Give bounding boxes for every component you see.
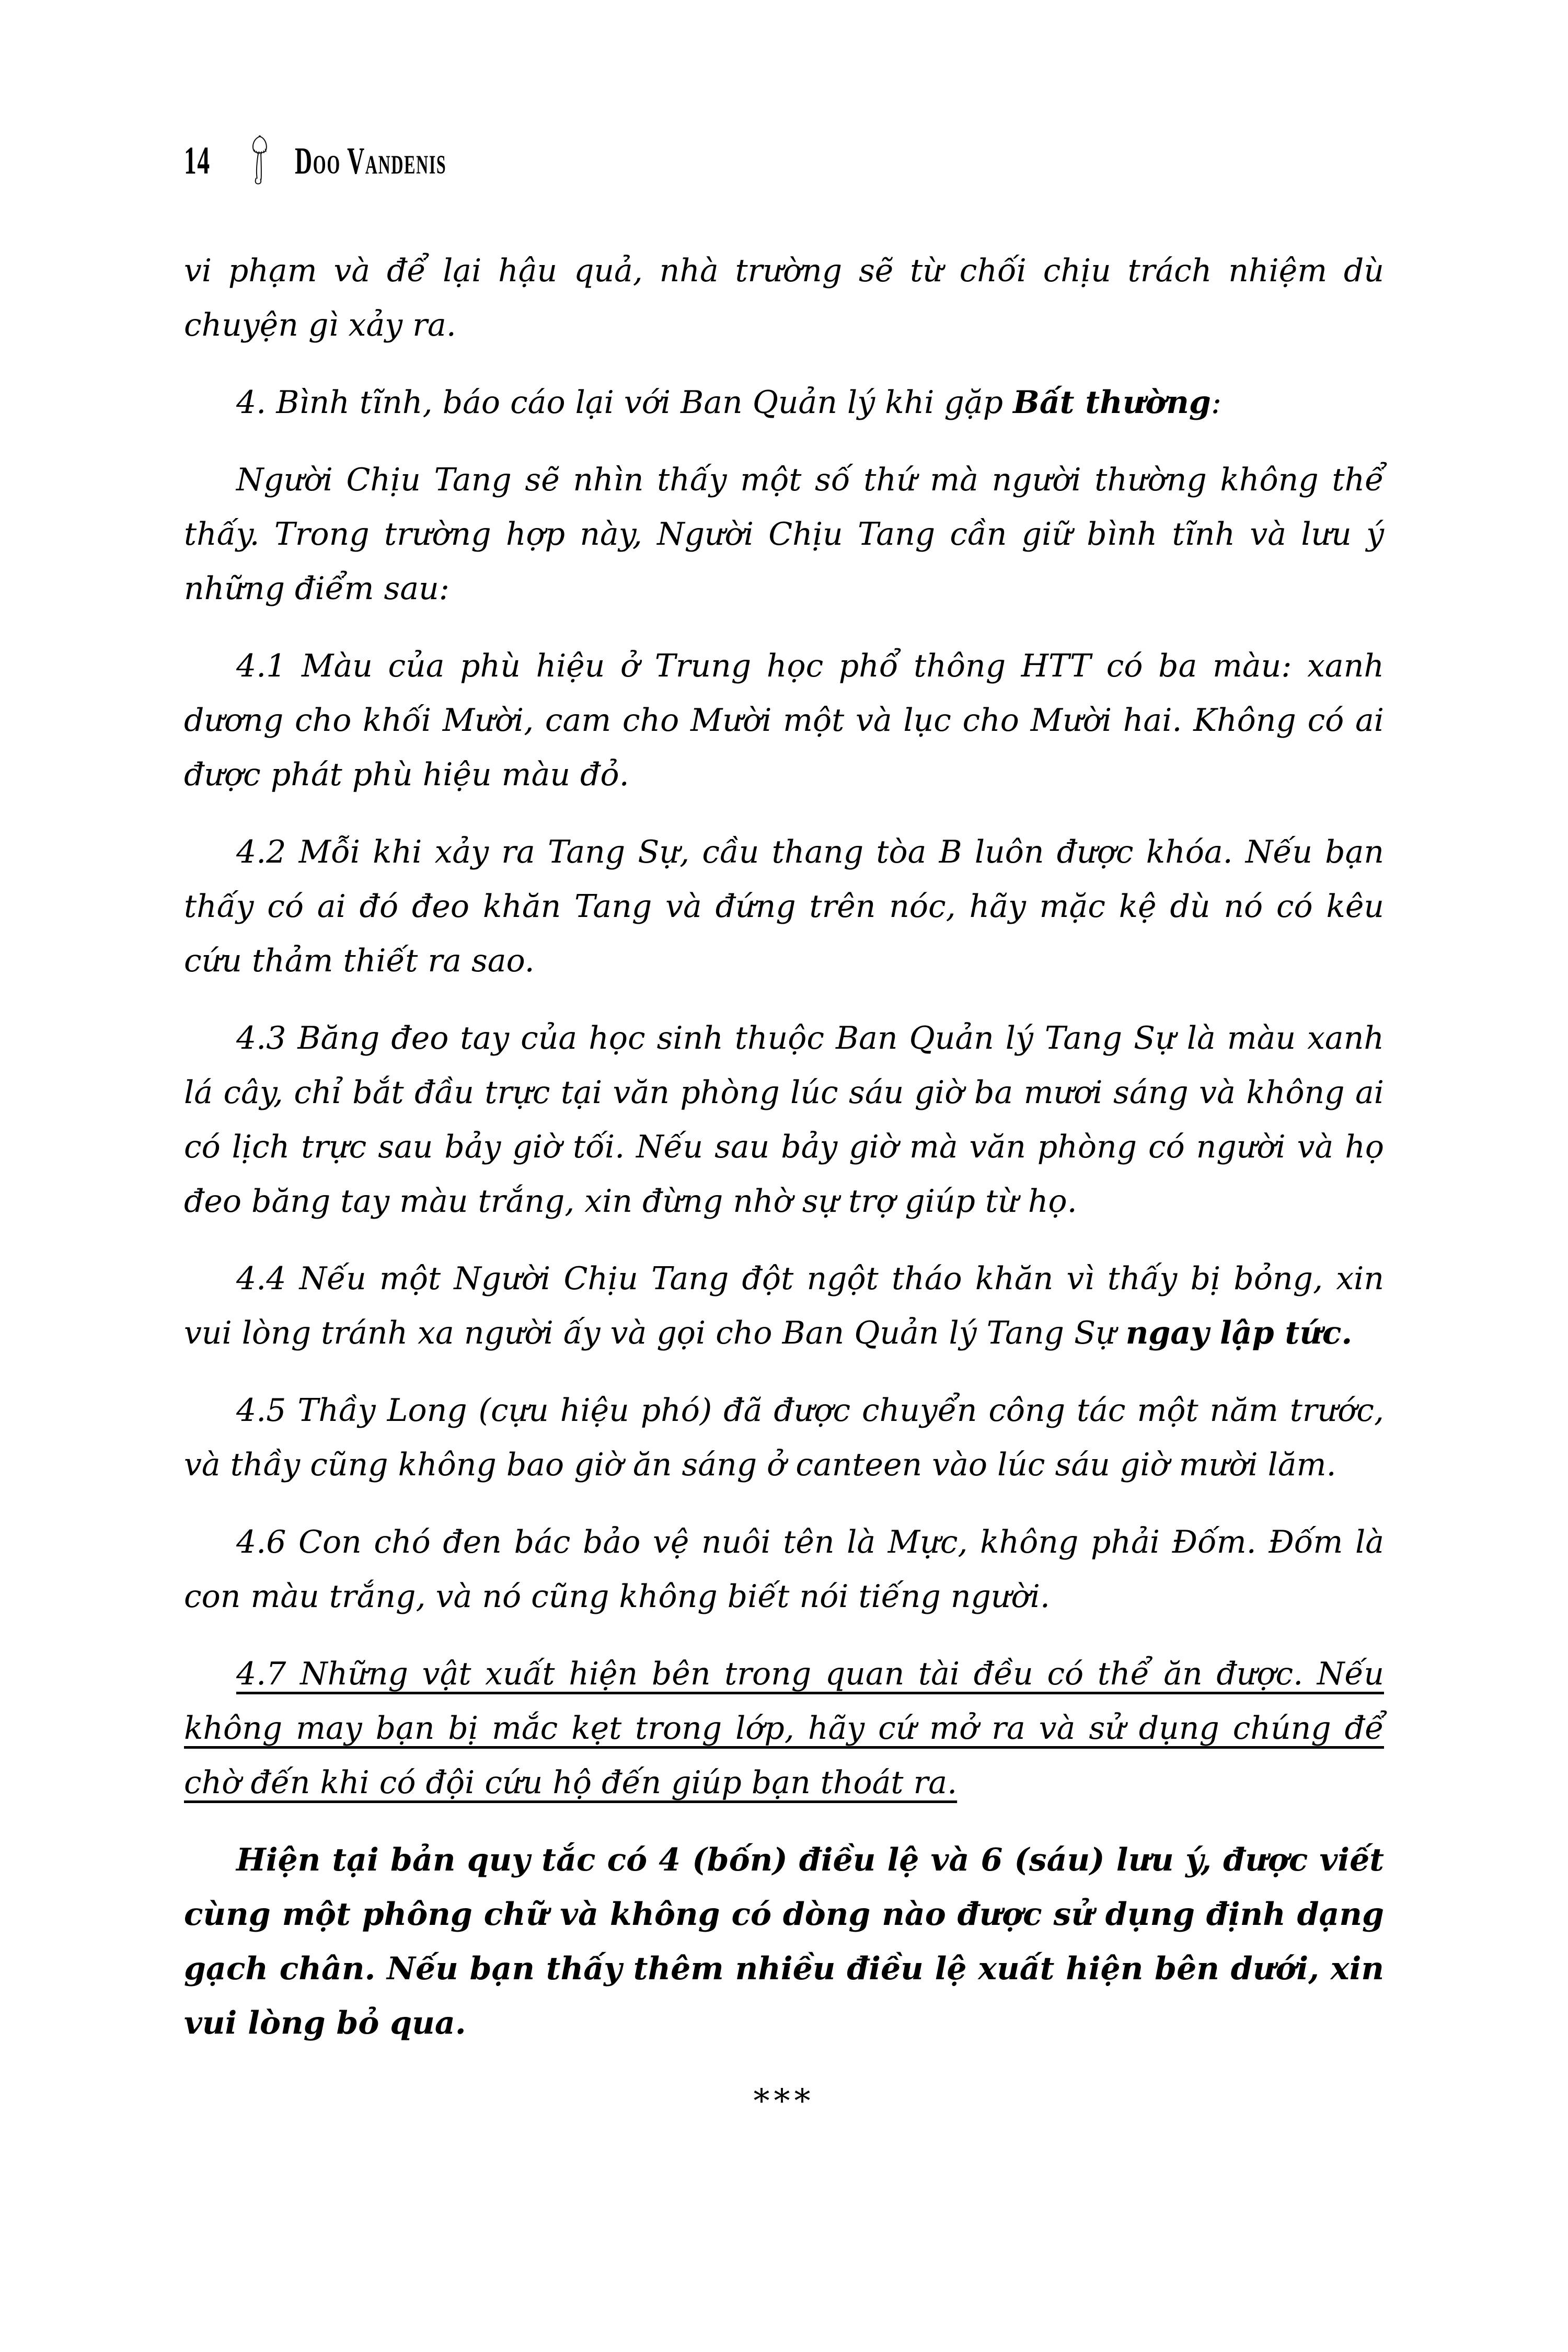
paragraph (184, 1011, 1384, 1229)
paragraph (184, 244, 1384, 352)
text-run: ngay lập tức. (1125, 1315, 1353, 1351)
paragraph (184, 639, 1384, 802)
text-run: vi phạm và để lại hậu quả, nhà trường sẽ từ chối chịu trách nhiệm dù chuyện gì xảy ra. (184, 253, 1384, 343)
text-run: 4.6 Con chó đen bác bảo vệ nuôi tên là Mực, không phải Đốm. Đốm là con màu trắng, và nó cũng không biết nói tiếng người. (184, 1524, 1384, 1615)
paragraph (184, 1383, 1384, 1492)
text-run: Người Chịu Tang sẽ nhìn thấy một số thứ mà người thường không thể thấy. Trong trường hợp này, Người Chịu Tang cần giữ bình tĩnh và lưu ý những điểm sau: (184, 462, 1384, 607)
paragraph (184, 1252, 1384, 1360)
text-run: 4.7 Những vật xuất hiện bên trong quan tài đều có thể ăn được. Nếu không may bạn bị mắc kẹt trong lớp, hãy cứ mở ra và sử dụng chúng để chờ đến khi có đội cứu hộ đến giúp bạn thoát ra. (184, 1656, 1384, 1801)
text-run: 4.2 Mỗi khi xảy ra Tang Sự, cầu thang tòa B luôn được khóa. Nếu bạn thấy có ai đó đeo khăn Tang và đứng trên nóc, hãy mặc kệ dù nó có kêu cứu thảm thiết ra sao. (184, 834, 1384, 979)
text-run: Bất thường (1013, 384, 1211, 421)
mushroom-icon (247, 135, 273, 185)
text-run: : (1210, 384, 1222, 421)
text-run: 4.3 Băng đeo tay của học sinh thuộc Ban Quản lý Tang Sự là màu xanh lá cây, chỉ bắt đầu trực tại văn phòng lúc sáu giờ ba mươi sáng và không ai có lịch trực sau bảy giờ tối. Nếu sau bảy giờ mà văn phòng có người và họ đeo băng tay màu trắng, xin đừng nhờ sự trợ giúp từ họ. (184, 1020, 1384, 1220)
text-run: 4.4 Nếu một Người Chịu Tang đột ngột tháo khăn vì thấy bị bỏng, xin vui lòng tránh xa người ấy và gọi cho Ban Quản lý Tang Sự (184, 1260, 1384, 1351)
paragraph (184, 453, 1384, 616)
paragraph (184, 1833, 1384, 2050)
paragraph (184, 1647, 1384, 1810)
body-paragraphs (184, 244, 1384, 2050)
text-run: Hiện tại bản quy tắc có 4 (bốn) điều lệ và 6 (sáu) lưu ý, được viết cùng một phông chữ và không có dòng nào được sử dụng định dạng gạch chân. Nếu bạn thấy thêm nhiều điều lệ xuất hiện bên dưới, xin vui lòng bỏ qua. (184, 1842, 1384, 2041)
text-run: 4. Bình tĩnh, báo cáo lại với Ban Quản lý khi gặp (236, 384, 1013, 421)
section-separator: *** (753, 2082, 815, 2120)
paragraph (184, 375, 1384, 430)
page-header (184, 0, 1384, 183)
text-run: 4.1 Màu của phù hiệu ở Trung học phổ thông HTT có ba màu: xanh dương cho khối Mười, cam cho Mười một và lục cho Mười hai. Không có ai được phát phù hiệu màu đỏ. (184, 648, 1384, 793)
paragraph (184, 825, 1384, 988)
paragraph (184, 1515, 1384, 1624)
text-run: 4.5 Thầy Long (cựu hiệu phó) đã được chuyển công tác một năm trước, và thầy cũng không bao giờ ăn sáng ở canteen vào lúc sáu giờ mười lăm. (184, 1392, 1384, 1483)
running-header-author: Doo Vandenis (295, 140, 447, 182)
page-number: 14 (184, 138, 211, 182)
